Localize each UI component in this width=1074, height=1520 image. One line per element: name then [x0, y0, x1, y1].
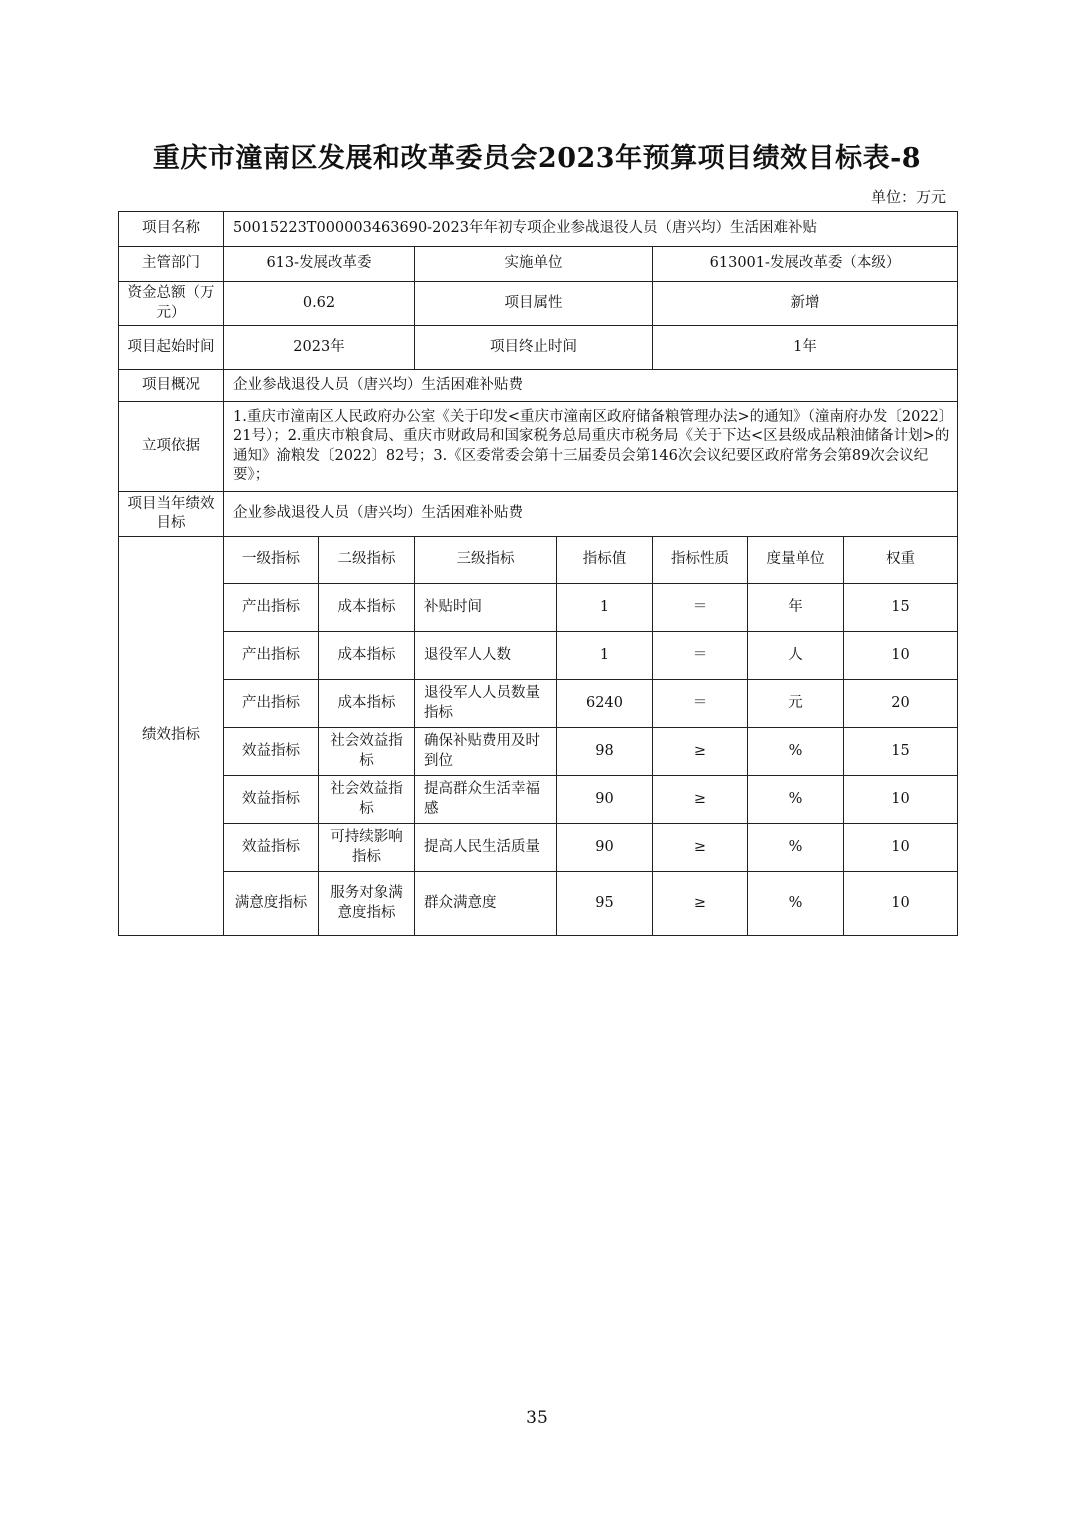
indicator-header-row [119, 537, 958, 584]
cell-nature: ＝ [653, 680, 748, 728]
goal-label: 项目当年绩效目标 [119, 492, 224, 537]
dept-label: 主管部门 [119, 247, 224, 282]
cell-unit: % [748, 728, 844, 776]
cell-unit: 年 [748, 584, 844, 632]
dept-value: 613-发展改革委 [224, 247, 415, 282]
indicators-section-label: 绩效指标 [119, 537, 224, 936]
cell-level2: 成本指标 [319, 584, 415, 632]
cell-nature: ≥ [653, 728, 748, 776]
basis-label: 立项依据 [119, 402, 224, 492]
overview-value: 企业参战退役人员（唐兴均）生活困难补贴费 [224, 370, 958, 402]
cell-unit: % [748, 824, 844, 872]
table-row [119, 584, 958, 632]
cell-level2: 可持续影响指标 [319, 824, 415, 872]
basis-value: 1.重庆市潼南区人民政府办公室《关于印发<重庆市潼南区政府储备粮管理办法>的通知》（潼南府办发〔2022〕21号）；2.重庆市粮食局、重庆市财政局和国家税务总局重庆市税务局《关于下达<区县级成品粮油储备计划>的通知》渝粮发〔2022〕82号；3.《区委常委会第十三届委员会第146次会议纪要区政府常务会第89次会议纪要》； [224, 402, 958, 492]
cell-level1: 满意度指标 [224, 872, 319, 936]
cell-level2: 社会效益指标 [319, 776, 415, 824]
header-level3: 三级指标 [415, 537, 557, 584]
cell-level2: 成本指标 [319, 632, 415, 680]
funds-label: 资金总额（万元） [119, 282, 224, 326]
cell-unit: % [748, 776, 844, 824]
cell-weight: 10 [844, 776, 958, 824]
cell-level1: 效益指标 [224, 776, 319, 824]
cell-value: 98 [557, 728, 653, 776]
row-time [119, 326, 958, 370]
cell-level2: 成本指标 [319, 680, 415, 728]
cell-value: 90 [557, 824, 653, 872]
cell-level2: 社会效益指标 [319, 728, 415, 776]
cell-level3: 提高人民生活质量 [415, 824, 557, 872]
cell-value: 95 [557, 872, 653, 936]
cell-value: 1 [557, 632, 653, 680]
page-title: 重庆市潼南区发展和改革委员会2023年预算项目绩效目标表-8 [152, 143, 922, 174]
header-value: 指标值 [557, 537, 653, 584]
cell-level3: 确保补贴费用及时到位 [415, 728, 557, 776]
cell-weight: 20 [844, 680, 958, 728]
table-row [119, 728, 958, 776]
performance-table [118, 211, 958, 936]
header-weight: 权重 [844, 537, 958, 584]
unit-label: 单位：万元 [870, 188, 946, 206]
overview-label: 项目概况 [119, 370, 224, 402]
cell-level1: 产出指标 [224, 584, 319, 632]
row-goal [119, 492, 958, 537]
table-row [119, 872, 958, 936]
cell-nature: ＝ [653, 632, 748, 680]
row-project-name [119, 212, 958, 247]
table-row [119, 680, 958, 728]
project-name-label: 项目名称 [119, 212, 224, 247]
cell-level1: 产出指标 [224, 632, 319, 680]
cell-level1: 效益指标 [224, 728, 319, 776]
attr-value: 新增 [653, 282, 958, 326]
cell-nature: ≥ [653, 872, 748, 936]
header-level2: 二级指标 [319, 537, 415, 584]
cell-level1: 产出指标 [224, 680, 319, 728]
cell-unit: 人 [748, 632, 844, 680]
impl-label: 实施单位 [415, 247, 653, 282]
cell-nature: ≥ [653, 776, 748, 824]
cell-level3: 补贴时间 [415, 584, 557, 632]
cell-unit: % [748, 872, 844, 936]
project-name-value: 50015223T000003463690-2023年年初专项企业参战退役人员（唐兴均）生活困难补贴 [224, 212, 958, 247]
cell-value: 1 [557, 584, 653, 632]
cell-nature: ≥ [653, 824, 748, 872]
cell-weight: 10 [844, 824, 958, 872]
goal-value: 企业参战退役人员（唐兴均）生活困难补贴费 [224, 492, 958, 537]
header-nature: 指标性质 [653, 537, 748, 584]
cell-level3: 提高群众生活幸福感 [415, 776, 557, 824]
cell-level1: 效益指标 [224, 824, 319, 872]
table-row [119, 776, 958, 824]
cell-level3: 退役军人人员数量指标 [415, 680, 557, 728]
table-row [119, 632, 958, 680]
funds-value: 0.62 [224, 282, 415, 326]
cell-nature: ＝ [653, 584, 748, 632]
cell-value: 6240 [557, 680, 653, 728]
cell-level3: 群众满意度 [415, 872, 557, 936]
row-funds [119, 282, 958, 326]
cell-value: 90 [557, 776, 653, 824]
header-unit: 度量单位 [748, 537, 844, 584]
cell-level2: 服务对象满意度指标 [319, 872, 415, 936]
page-number: 35 [526, 1408, 548, 1428]
cell-weight: 10 [844, 632, 958, 680]
cell-weight: 10 [844, 872, 958, 936]
attr-label: 项目属性 [415, 282, 653, 326]
cell-unit: 元 [748, 680, 844, 728]
cell-weight: 15 [844, 728, 958, 776]
impl-value: 613001-发展改革委（本级） [653, 247, 958, 282]
cell-level3: 退役军人人数 [415, 632, 557, 680]
row-overview [119, 370, 958, 402]
row-basis [119, 402, 958, 492]
end-value: 1年 [653, 326, 958, 370]
header-level1: 一级指标 [224, 537, 319, 584]
start-label: 项目起始时间 [119, 326, 224, 370]
table-row [119, 824, 958, 872]
row-dept [119, 247, 958, 282]
cell-weight: 15 [844, 584, 958, 632]
end-label: 项目终止时间 [415, 326, 653, 370]
start-value: 2023年 [224, 326, 415, 370]
